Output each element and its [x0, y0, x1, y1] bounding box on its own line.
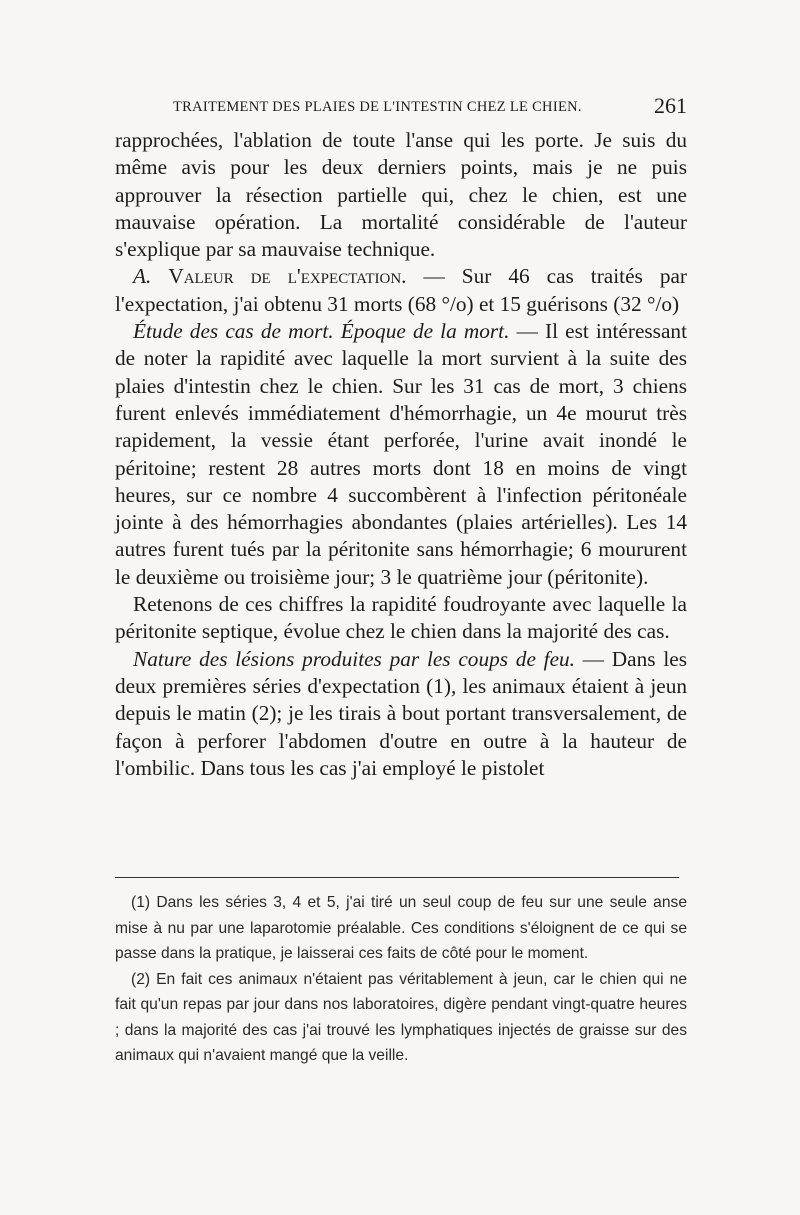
footnotes: [115, 890, 687, 1069]
running-title: TRAITEMENT DES PLAIES DE L'INTESTIN CHEZ LE CHIEN.: [173, 99, 582, 115]
paragraph-lesions: [115, 646, 687, 782]
section-label: A.: [133, 264, 152, 289]
page-number: 261: [654, 93, 687, 118]
page-header: [115, 93, 687, 125]
paragraph-expectation: [115, 263, 687, 318]
paragraph-continuation: rapprochées, l'ablation de toute l'anse qui les porte. Je suis du même avis pour les deux derniers points, mais je ne puis approuver la résection partielle qui, chez le chien, est une mauvaise opération. La mortalité considérable de l'auteur s'explique par sa mauvaise technique.: [115, 128, 687, 262]
footnote-1: (1) Dans les séries 3, 4 et 5, j'ai tiré un seul coup de feu sur une seule anse mise à nu par une laparotomie préalable. Ces conditions s'éloignent de ce qui se passe dans la pratique, je laisserai ces faits de côté pour le moment.: [115, 894, 687, 962]
footnote-rule: [115, 877, 679, 878]
paragraph-death-study-text: — Il est intéressant de noter la rapidité avec laquelle la mort survient à la suite des plaies d'intestin chez le chien. Sur les 31 cas de mort, 3 chiens furent enlevés immédiatement d'hémorrhagie, un 4e mourut très rapidement, la vessie étant perforée, l'urine avait inondé le péritoine; restent 28 autres morts dont 18 en moins de vingt heures, sur ce nombre 4 succombèrent à l'infection péritonéale jointe à des hémorrhagies abondantes (plaies artérielles). Les 14 autres furent tués par la péritonite sans hémorrhagie; 6 moururent le deuxième ou troisième jour; 3 le quatrième jour (péritonite).: [115, 319, 687, 589]
section-heading-lesions: Nature des lésions produites par les coups de feu.: [133, 646, 575, 671]
section-heading-death-study: Étude des cas de mort. Époque de la mort.: [133, 319, 510, 344]
paragraph-expectation-text: — Sur 46 cas traités par l'expectation, j'ai obtenu 31 morts (68 °/o) et 15 guérisons (32 °/o): [115, 264, 688, 316]
body-text: [115, 127, 687, 782]
paragraph-retenons: Retenons de ces chiffres la rapidité foudroyante avec laquelle la péritonite septique, évolue chez le chien dans la majorité des cas.: [115, 592, 687, 644]
footnote-2: (2) En fait ces animaux n'étaient pas véritablement à jeun, car le chien qui ne fait qu'un repas par jour dans nos laboratoires, digère pendant vingt-quatre heures ; dans la majorité des cas j'ai trouvé les lymphatiques injectés de graisse sur des animaux qui n'avaient mangé que la veille.: [115, 970, 687, 1064]
paragraph-lesions-text: — Dans les deux premières séries d'expectation (1), les animaux étaient à jeun depuis le matin (2); je les tirais à bout portant transversalement, de façon à perforer l'abdomen d'outre en outre à la hauteur de l'ombilic. Dans tous les cas j'ai employé le pistolet: [115, 646, 687, 780]
paragraph-death-study: [115, 318, 687, 591]
section-heading-expectation: Valeur de l'expectation.: [168, 264, 407, 289]
